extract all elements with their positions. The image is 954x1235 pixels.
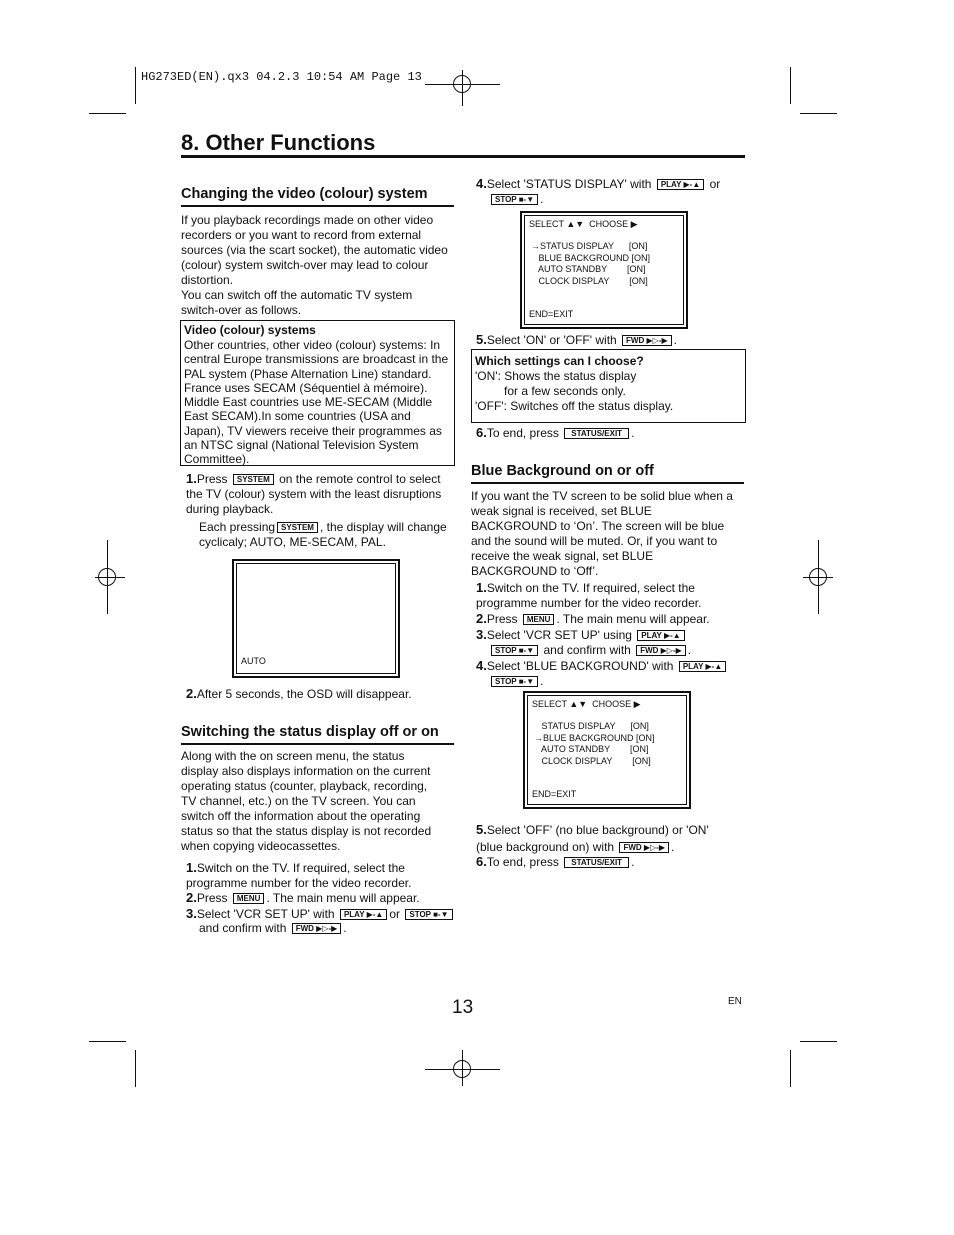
osd-header: SELECT ▲▼ CHOOSE ▶	[529, 219, 638, 229]
status-display-intro: Along with the on screen menu, the status display also displays information on the current operating status (counter, playback, recording, TV channel, etc.) on the TV screen. You can switch off the information about the operating status so that the status display is not recorded when copying videocassettes.	[181, 749, 432, 853]
settings-note: Which settings can I choose? 'ON': Shows the status display for a few seconds only. 'OFF': Switches off the status display.	[471, 349, 746, 423]
status-step-1: 1.Switch on the TV. If required, select the programme number for the video recorder.	[186, 860, 412, 890]
stop-key: STOP ■-▼	[491, 194, 538, 205]
section-rule	[181, 205, 454, 207]
step-1-detail: Each pressing SYSTEM , the display will change cyclicaly; AUTO, ME-SECAM, PAL.	[199, 520, 447, 549]
fwd-key: FWD ▶▷-▶	[636, 645, 686, 656]
system-key: SYSTEM	[277, 522, 318, 533]
status-step-2: 2.Press MENU . The main menu will appear.	[186, 890, 420, 905]
blue-step-5: 5.Select 'OFF' (no blue background) or 'ON' (blue background on) with FWD ▶▷-▶ .	[476, 822, 709, 854]
blue-step-4: 4.Select 'BLUE BACKGROUND' with PLAY ▶-▲ STOP ■-▼ .	[476, 658, 744, 689]
note-body: Other countries, other video (colour) systems: In central Europe transmissions are broadcast in the PAL system (Phase Alternation Line) standard. France uses SECAM (Séquentiel à mémoire). Middle East countries use ME-SECAM (Middle East SECAM).In some countries (USA and Japan), TV viewers receive their programmes as an NTSC signal (National Television System Committee).	[184, 338, 449, 467]
play-key: PLAY ▶-▲	[637, 630, 684, 641]
blue-step-1: 1.Switch on the TV. If required, select the programme number for the video recorder.	[476, 580, 702, 610]
osd-header: SELECT ▲▼ CHOOSE ▶	[532, 699, 641, 709]
section-heading-status-display: Switching the status display off or on	[181, 724, 439, 740]
status-step-4: 4.Select 'STATUS DISPLAY' with PLAY ▶-▲ or STOP ■-▼ .	[476, 176, 721, 206]
osd-footer: END=EXIT	[529, 309, 574, 319]
fwd-key: FWD ▶▷-▶	[622, 335, 672, 346]
step-2: 2.After 5 seconds, the OSD will disappear.	[186, 686, 412, 701]
stop-key: STOP ■-▼	[405, 909, 452, 920]
section-heading-blue-background: Blue Background on or off	[471, 463, 654, 479]
play-key: PLAY ▶-▲	[340, 909, 387, 920]
section-rule	[181, 743, 454, 745]
tv-screen-auto	[232, 559, 400, 678]
video-system-intro: If you playback recordings made on other video recorders or you want to record from external sources (via the scart socket), the automatic video (colour) system switch-over may lead to colour distortion. You can switch off the automatic TV system switch-over as follows.	[181, 213, 448, 317]
menu-key: MENU	[523, 614, 555, 625]
blue-step-2: 2.Press MENU . The main menu will appear.	[476, 611, 710, 626]
step-1: 1.Press SYSTEM on the remote control to select the TV (colour) system with the least disruptions during playback.	[186, 471, 442, 516]
fwd-key: FWD ▶▷-▶	[619, 842, 669, 853]
note-title: Video (colour) systems	[184, 323, 316, 337]
title-rule	[181, 155, 745, 158]
section-rule	[471, 482, 744, 484]
system-key: SYSTEM	[233, 474, 274, 485]
section-heading-video-system: Changing the video (colour) system	[181, 186, 428, 202]
tv-screen-status-menu	[520, 211, 688, 329]
tv-screen-blue-menu	[523, 691, 691, 809]
status-step-6: 6.To end, press STATUS/EXIT .	[476, 425, 635, 440]
stop-key: STOP ■-▼	[491, 676, 538, 687]
stop-key: STOP ■-▼	[491, 645, 538, 656]
blue-step-3: 3.Select 'VCR SET UP' using PLAY ▶-▲ STOP ■-▼ and confirm with FWD ▶▷-▶ .	[476, 627, 692, 657]
fwd-key: FWD ▶▷-▶	[292, 923, 342, 934]
blue-step-6: 6.To end, press STATUS/EXIT .	[476, 854, 635, 869]
menu-key: MENU	[233, 893, 265, 904]
status-exit-key: STATUS/EXIT	[564, 857, 629, 868]
status-step-3-confirm: and confirm with FWD ▶▷-▶ .	[199, 921, 347, 935]
play-key: PLAY ▶-▲	[679, 661, 726, 672]
video-systems-note	[180, 320, 455, 466]
osd-menu-items: →STATUS DISPLAY [ON] BLUE BACKGROUND [ON] AUTO STANDBY [ON] CLOCK DISPLAY [ON]	[531, 241, 651, 286]
page-title: 8. Other Functions	[181, 130, 376, 155]
blue-background-intro: If you want the TV screen to be solid blue when a weak signal is received, set BLUE BACKGROUND to ‘On’. The screen will be blue and the sound will be muted. Or, if you want to receive the weak signal, set BLUE BACKGROUND to ‘Off’.	[471, 489, 733, 578]
language-tag: EN	[728, 996, 742, 1007]
status-step-5: 5.Select 'ON' or 'OFF' with FWD ▶▷-▶ .	[476, 332, 677, 347]
print-slug: HG273ED(EN).qx3 04.2.3 10:54 AM Page 13	[141, 70, 422, 84]
settings-note-title: Which settings can I choose?	[475, 354, 644, 368]
osd-auto-label: AUTO	[241, 656, 266, 666]
osd-footer: END=EXIT	[532, 789, 577, 799]
status-step-3: 3.Select 'VCR SET UP' with PLAY ▶-▲ or STOP ■-▼	[186, 906, 456, 922]
play-key: PLAY ▶-▲	[657, 179, 704, 190]
osd-menu-items: STATUS DISPLAY [ON] →BLUE BACKGROUND [ON] AUTO STANDBY [ON] CLOCK DISPLAY [ON]	[534, 721, 655, 766]
page-number: 13	[452, 997, 474, 1018]
status-exit-key: STATUS/EXIT	[564, 428, 629, 439]
